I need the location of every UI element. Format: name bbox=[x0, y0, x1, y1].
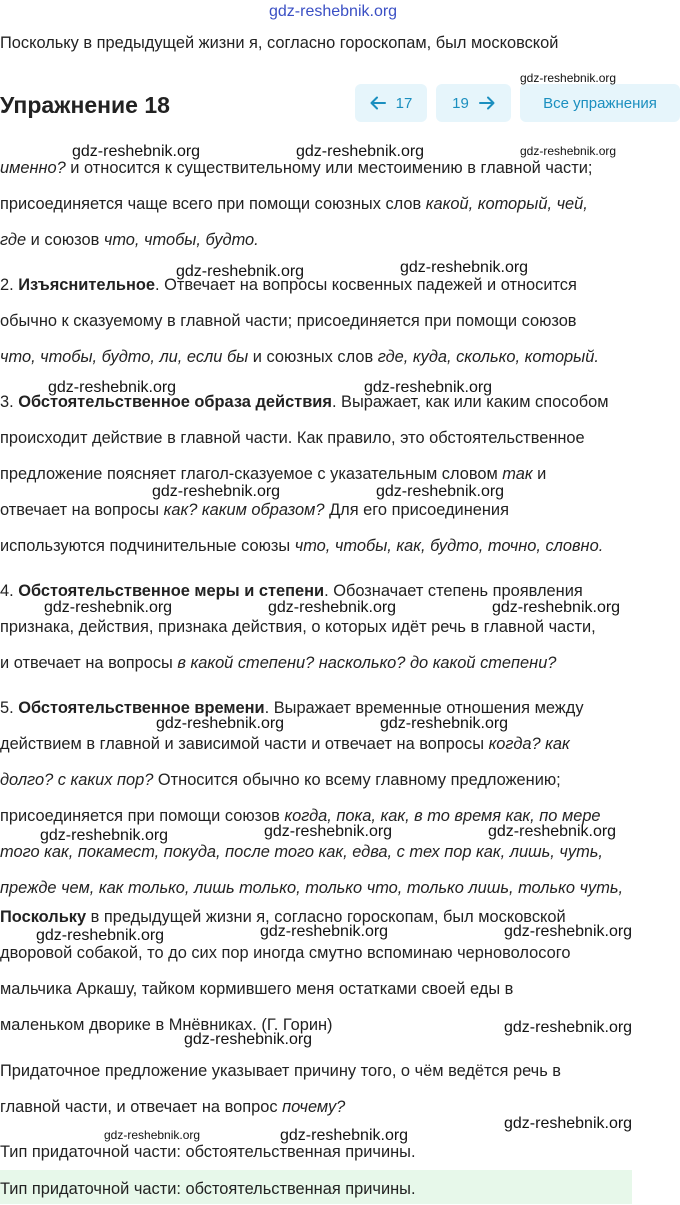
text-line-18: присоединяется при помощи союзов когда, пока, как, в то время как, по мере bbox=[0, 807, 601, 825]
watermark: gdz-reshebnik.org bbox=[504, 1115, 633, 1132]
prev-exercise-label: 17 bbox=[395, 94, 413, 112]
text-line-23: мальчика Аркашу, тайком кормившего меня остатками своей еды в bbox=[0, 980, 514, 998]
watermark: gdz-reshebnik.org bbox=[48, 379, 177, 396]
watermark: gdz-reshebnik.org bbox=[296, 143, 425, 160]
answer-text: Тип придаточной части: обстоятельственная причины. bbox=[0, 1180, 416, 1198]
watermark: gdz-reshebnik.org bbox=[400, 259, 529, 276]
watermark: gdz-reshebnik.org bbox=[376, 483, 505, 500]
next-exercise-label: 19 bbox=[452, 94, 469, 112]
all-exercises-button[interactable] bbox=[520, 84, 680, 122]
arrow-right-icon bbox=[479, 96, 495, 110]
text-line-25: Придаточное предложение указывает причину того, о чём ведётся речь в bbox=[0, 1062, 562, 1080]
watermark: gdz-reshebnik.org bbox=[104, 1128, 201, 1142]
text-line-17: долго? с каких пор? Относится обычно ко всему главному предложению; bbox=[0, 771, 561, 789]
text-line-10: отвечает на вопросы как? каким образом? Для его присоединения bbox=[0, 501, 509, 519]
watermark: gdz-reshebnik.org bbox=[156, 715, 285, 732]
watermark-top: gdz-reshebnik.org bbox=[269, 3, 398, 20]
text-line-14: и отвечает на вопросы в какой степени? насколько? до какой степени? bbox=[0, 654, 557, 672]
watermark: gdz-reshebnik.org bbox=[260, 923, 389, 940]
watermark: gdz-reshebnik.org bbox=[488, 823, 617, 840]
text-line-1: именно? и относится к существительному или местоимению в главной части; bbox=[0, 159, 593, 177]
text-line-12: 4. Обстоятельственное меры и степени. Обозначает степень проявления bbox=[0, 582, 583, 600]
watermark: gdz-reshebnik.org bbox=[520, 71, 617, 85]
text-line-19: того как, покамест, покуда, после того как, едва, с тех пор как, лишь, чуть, bbox=[0, 843, 603, 861]
page-title: Упражнение 18 bbox=[0, 92, 170, 118]
all-exercises-label: Все упражнения bbox=[543, 94, 657, 112]
watermark: gdz-reshebnik.org bbox=[492, 599, 621, 616]
text-line-26: главной части, и отвечает на вопрос почему? bbox=[0, 1098, 346, 1116]
answer-box bbox=[0, 1170, 632, 1204]
text-line-21: Поскольку в предыдущей жизни я, согласно гороскопам, был московской bbox=[0, 908, 566, 926]
text-line-4: 2. Изъяснительное. Отвечает на вопросы косвенных падежей и относится bbox=[0, 276, 577, 294]
text-line-11: используются подчинительные союзы что, чтобы, как, будто, точно, словно. bbox=[0, 537, 604, 555]
watermark: gdz-reshebnik.org bbox=[176, 263, 305, 280]
text-line-22: дворовой собакой, то до сих пор иногда смутно вспоминаю черноволосого bbox=[0, 944, 571, 962]
text-line-5: обычно к сказуемому в главной части; присоединяется при помощи союзов bbox=[0, 312, 577, 330]
text-line-24: маленьком дворике в Мнёвниках. (Г. Горин) bbox=[0, 1016, 333, 1034]
top-cut-text: Поскольку в предыдущей жизни я, согласно гороскопам, был московской bbox=[0, 34, 559, 52]
text-line-9: предложение поясняет глагол-сказуемое с указательным словом так и bbox=[0, 465, 547, 483]
watermark: gdz-reshebnik.org bbox=[36, 927, 165, 944]
watermark: gdz-reshebnik.org bbox=[504, 1019, 633, 1036]
watermark: gdz-reshebnik.org bbox=[280, 1127, 409, 1144]
watermark: gdz-reshebnik.org bbox=[504, 923, 633, 940]
next-exercise-button[interactable] bbox=[436, 84, 511, 122]
watermark: gdz-reshebnik.org bbox=[520, 144, 617, 158]
watermark: gdz-reshebnik.org bbox=[40, 827, 169, 844]
text-line-8: происходит действие в главной части. Как правило, это обстоятельственное bbox=[0, 429, 585, 447]
watermark: gdz-reshebnik.org bbox=[152, 483, 281, 500]
text-line-27: Тип придаточной части: обстоятельственная причины. bbox=[0, 1143, 416, 1161]
watermark: gdz-reshebnik.org bbox=[44, 599, 173, 616]
watermark: gdz-reshebnik.org bbox=[268, 599, 397, 616]
text-line-3: где и союзов что, чтобы, будто. bbox=[0, 231, 259, 249]
text-line-16: действием в главной и зависимой части и отвечает на вопросы когда? как bbox=[0, 735, 570, 753]
text-line-2: присоединяется чаще всего при помощи союзных слов какой, который, чей, bbox=[0, 195, 588, 213]
watermark: gdz-reshebnik.org bbox=[184, 1031, 313, 1048]
text-line-15: 5. Обстоятельственное времени. Выражает временные отношения между bbox=[0, 699, 584, 717]
watermark: gdz-reshebnik.org bbox=[72, 143, 201, 160]
watermark: gdz-reshebnik.org bbox=[264, 823, 393, 840]
prev-exercise-button[interactable] bbox=[355, 84, 427, 122]
watermark: gdz-reshebnik.org bbox=[380, 715, 509, 732]
watermark: gdz-reshebnik.org bbox=[364, 379, 493, 396]
text-line-7: 3. Обстоятельственное образа действия. Выражает, как или каким способом bbox=[0, 393, 609, 411]
text-line-6: что, чтобы, будто, ли, если бы и союзных слов где, куда, сколько, который. bbox=[0, 348, 599, 366]
arrow-left-icon bbox=[370, 96, 386, 110]
text-line-20: прежде чем, как только, лишь только, только что, только лишь, только чуть, bbox=[0, 879, 624, 897]
text-line-13: признака, действия, признака действия, о которых идёт речь в главной части, bbox=[0, 618, 596, 636]
